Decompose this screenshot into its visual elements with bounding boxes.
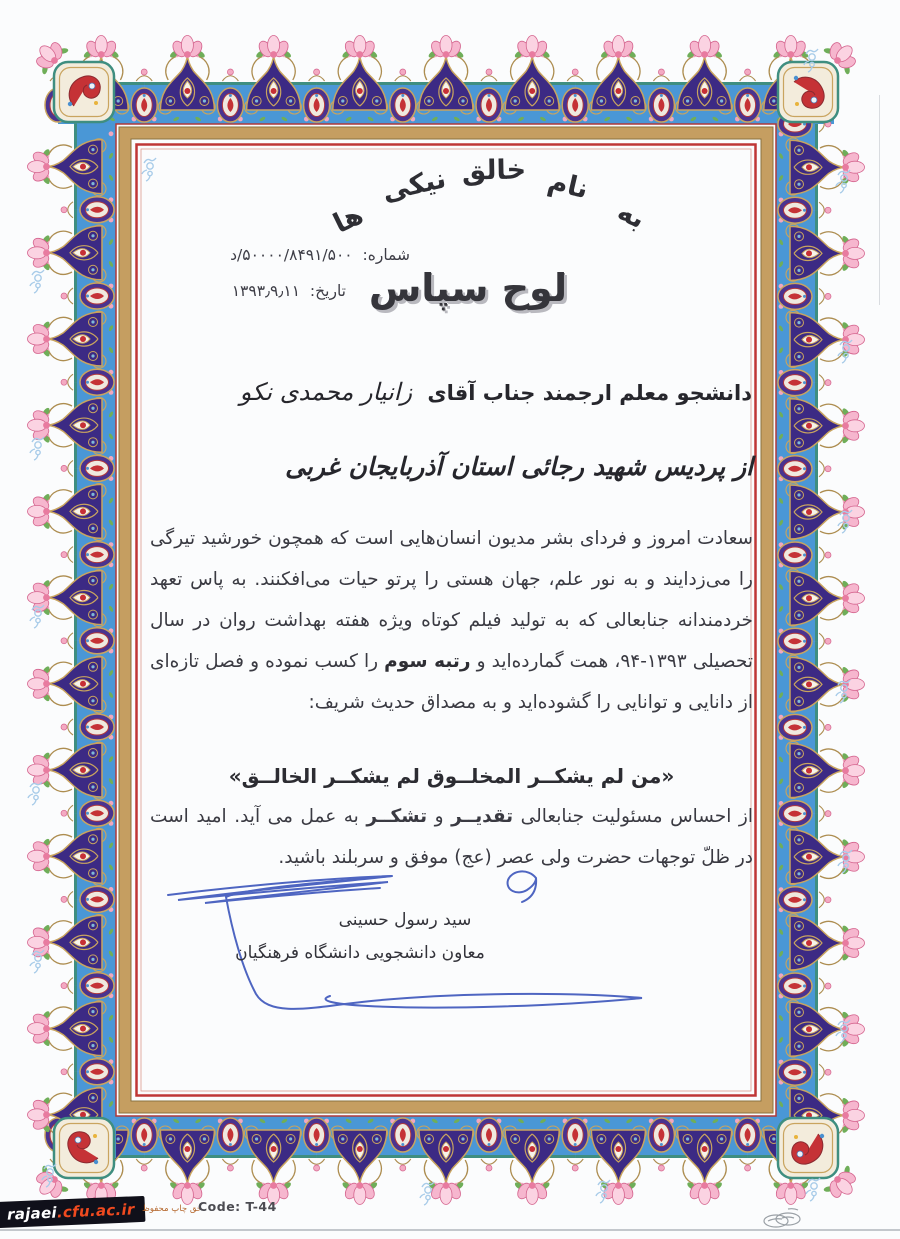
document-date <box>232 282 346 300</box>
print-code: Code: T-44 <box>198 1199 277 1214</box>
rank-highlight: رتبه سوم <box>384 651 471 672</box>
recipient-name: زانیار محمدی نکو <box>239 378 413 406</box>
body-paragraph <box>150 518 753 723</box>
corner-medallion <box>54 1118 114 1178</box>
border-top <box>45 36 834 125</box>
bismillah-word: نام <box>545 165 592 206</box>
document-number <box>230 246 410 264</box>
corner-medallion <box>54 62 114 122</box>
thanks-highlight: تشکــر <box>366 806 428 827</box>
watermark-domain-left: rajaei <box>6 1203 58 1224</box>
recipient-salutation: دانشجو معلم ارجمند جناب آقای <box>427 381 752 405</box>
scan-right-edge <box>879 95 880 305</box>
date-label: تاریخ: <box>309 282 346 300</box>
campus-line: از پردیس شهید رجائی استان آذربایجان غربی <box>285 452 753 481</box>
signer-name: سید رسول حسینی <box>338 910 472 930</box>
scan-bottom-edge <box>0 1229 900 1231</box>
signer-title: معاون دانشجویی دانشگاه فرهنگیان <box>235 943 485 963</box>
closing-text: و <box>427 806 452 827</box>
recipient-line <box>150 378 752 406</box>
hadith-line: «من لم یشکــر المخلــوق لم یشکــر الخالــق» <box>228 764 675 788</box>
bismillah-word: خالق <box>461 154 527 187</box>
signature-strokes <box>168 871 642 1008</box>
body-text: را کسب نموده و فصل تازه‌ای از دانایی و توانایی را گشوده‌اید و به مصداق حدیث شریف: <box>150 651 753 713</box>
closing-text: از احساس مسئولیت جنابعالی <box>513 806 753 827</box>
corner-medallion <box>778 62 838 122</box>
date-value: ۱۳۹۳٫۹٫۱۱ <box>231 282 301 300</box>
corner-medallion <box>778 1118 838 1178</box>
bismillah-word: نیکی <box>379 163 449 208</box>
border-bottom <box>45 1116 834 1205</box>
bismillah-word: به <box>612 195 650 236</box>
border-right <box>776 111 865 1159</box>
appreciation-highlight: تقدیــر <box>451 806 514 827</box>
number-value: ۵۰۰۰۰/۸۴۹۱/۵۰۰/د <box>230 246 353 264</box>
watermark-domain-right: .cfu.ac.ir <box>56 1200 135 1222</box>
bismillah-word: ها <box>328 199 369 240</box>
copyright-note: حق چاپ محفوظ <box>142 1204 203 1214</box>
closing-text: به عمل می آید. امید است در ظلّ توجهات حضرت ولی عصر (عج) موفق و سربلند باشید. <box>150 806 753 868</box>
number-label: شماره: <box>362 246 410 264</box>
printer-logo <box>758 1205 808 1231</box>
certificate-title: لوح سپاس <box>368 266 568 310</box>
body-text: سعادت امروز و فردای بشر مدیون انسان‌هایی است که همچون خورشید تیرگی را می‌زدایند و به نور علم، جهان هستی را پرتو حیات می‌افکنند. به پاس تعهد خردمندانه جنابعالی که به تولید فیلم کوتاه ویژه هفته بهداشت روان در سال تحصیلی ۱۳۹۳-۹۴، همت گمارده‌اید و <box>150 528 753 672</box>
